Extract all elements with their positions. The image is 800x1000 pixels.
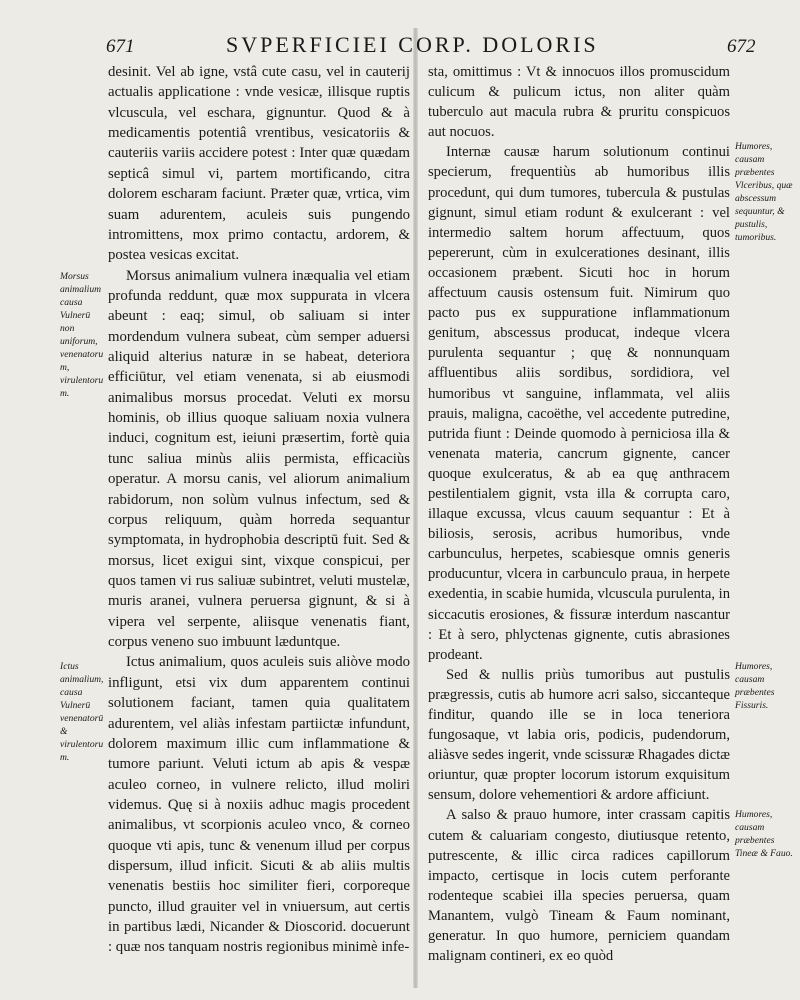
right-text-column	[428, 62, 730, 966]
left-margin-note: Ictus animalium, causa Vulnerū venenatorū & virulentorum.	[60, 661, 104, 763]
paragraph: Internæ causæ harum solutionum continui specierum, frequentiùs ab humoribus illis procedunt, qui dum tumores, tubercula & pustulas gignunt, simul etiam rodunt & exulcerant : vel intermedio saltem horum affectuum, quos pepererunt, cùm in exulcerationes desinant, illis occasionem præbent. Sicuti hoc in horum affectuum causis ostensum fuit. Nimirum quo pacto pus ex suppuratione inflammationum genitum, abscessus producat, indeque vlcera purulenta sequantur ; quę & nonnunquam affluentibus aliis sordibus, sordidiora, vel humoribus vt sanguine, inflammata, vel aliis prauis, maligna, cacoëthe, vel accedente putredine, putrida fiunt : Deinde quomodo à perniciosa illa & venenata materia, cancrum gignente, cancer quoque exulceratus, & ab ea quę anthracem pestilentialem gignit, vsta illa & corrupta caro, illaque excussa, vlcus cauum sequantur : Et à biliosis, serosis, acribus humoribus, vnde carbunculus, herpetes, scabiesque omnis generis producuntur, vlcera in carbunculo praua, in herpete exedentia, in scabie humida, vlcuscula purulenta, in siccacutis erosiones, & fissuræ interdum nascantur : Et à sero, phlyctenas gignente, cutis abrasiones prodeant.	[428, 144, 730, 663]
paragraph: A salso & prauo humore, inter crassam capitis cutem & caluariam congesto, diutiusque retento, putrescente, & illic circa radices capillorum impacto, certisque in locis cutem perforante rodenteque scabiei illa species peruersa, quam Manantem, vulgò Tineam & Faum nominant, generatur. In quo humore, perniciem quandam malignam contineri, ex eo quòd	[428, 807, 730, 965]
paragraph: Sed & nullis priùs tumoribus aut pustulis prægressis, cutis ab humore acri salso, siccanteque finditur, quando ille se in loca teneriora fungosaque, vt labia oris, podicis, pudendorum, aliàsve sedes ingerit, vnde scissuræ Rhagades dictæ oriuntur, quæ propter locorum istorum exquisitum sensum, dolore vehementiori & ardore afficiunt.	[428, 666, 730, 804]
right-margin-note: Humores, causam præbentes Vlceribus, quæ abscessum sequuntur, & pustulis, tumoribus.	[735, 141, 793, 243]
page-gutter	[413, 28, 418, 988]
right-margin-note: Humores, causam præbentes Tineæ & Fauo.	[735, 809, 793, 859]
running-title: SVPERFICIEI CORP. DOLORIS	[226, 32, 599, 57]
left-text-column	[108, 62, 410, 958]
right-page-number: 672	[727, 36, 756, 57]
right-margin-note: Humores, causam præbentes Fissuris.	[735, 661, 775, 711]
paragraph: Morsus animalium vulnera inæqualia vel etiam profunda reddunt, quæ mox suppurata in vlcera abeunt : eaq; simul, ob saliuam si inter mordendum vulnera subeat, cùm semper aduersi aliquid alterius naturæ in se habeat, deteriora efficiūtur, vel etiam venenata, si ab eiusmodi animalibus morsus procedat. Veluti ex morsu hominis, ob illius quoque saliuam noxia vulnera induci, cognitum est, ieiuni præsertim, fortè quia tunc saliua minùs aliis permista, efficaciùs operatur. A morsu canis, vel aliorum animalium rabidorum, non solùm vulnus infectum, sed & corpus reliquum, quàm horreda sequantur symptomata, in hydrophobia descriptū fuit. Sed & morsus, licet exigui sint, vixque conspicui, per quos tamen vi rus saliuæ subintret, veluti mustelæ, muris aranei, vulnera peruersa gignunt, & si à vipera vel serpente, aliisque venenatis fiant, corpus veneno suo imbuunt læduntque.	[108, 267, 410, 651]
paragraph: sta, omittimus : Vt & innocuos illos promuscidum culicum & pulicum ictus, non aliter quàm tuberculo aut macula rubra & pruritu conspicuos aut nocuos.	[428, 64, 730, 141]
paragraph: desinit. Vel ab igne, vstâ cute casu, vel in cauterij actualis applicatione : vnde vesicæ, illisque ruptis vlcuscula, vel eschara, gignuntur. Quod & à medicamentis potentiâ vrentibus, vesicatoriis & cauteriis variis accidere potest : Inter quæ quædam septicâ simul vi, partem mortificando, citra dolorem escharam faciunt. Præter quæ, vrtica, vim suam adurentem, aculeis suis pungendo intromittens, mox primo contactu, ardorem, & postea vesicas excitat.	[108, 64, 410, 264]
paragraph: Ictus animalium, quos aculeis suis aliòve modo infligunt, etsi vix dum apparentem continui solutionem faciant, tamen quia qualitatem adurentem, vel aliàs infestam partiictæ infundunt, dolorem maximum illic cum inflammatione & tumore pariunt. Veluti ictum ab apis & vespæ aculeo corneo, in vulnere relicto, illud moliri videmus. Quę si à noxiis adhuc magis procedent animalibus, vt scorpionis aculeo vnco, & corneo quoque vti apis, tunc & venenum illud per corpus dispersum, illud inficit. Sicuti & ab aliis multis venenatis bestiis hoc similiter fieri, corporeque puncto, illud grauiter vel in vniuersum, aut certis in partibus lædi, Nicander & Dioscorid. docuerunt : quæ nos tanquam nostris regionibus minimè infe-	[108, 654, 410, 956]
left-margin-note: Morsus animalium causa Vulnerū non uniforum, venenatorum, virulentorum.	[60, 271, 104, 399]
left-page-number: 671	[106, 36, 135, 57]
